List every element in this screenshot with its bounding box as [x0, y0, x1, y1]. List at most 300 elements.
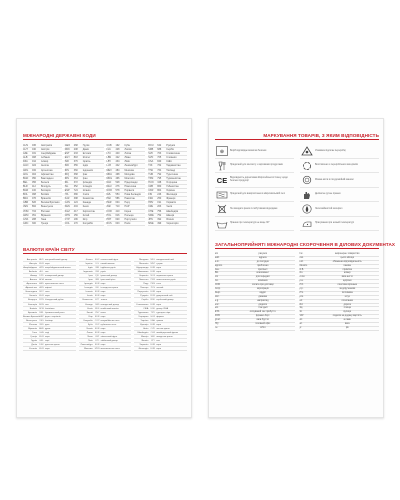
alpha-code: NOR [106, 189, 112, 193]
currency-code: EUR [94, 331, 100, 334]
currency-name: австралійський долар [45, 259, 68, 261]
currency-country: Кіпр [88, 315, 93, 318]
alpha-code: LBY [106, 160, 112, 164]
currency-country: Німеччина [137, 271, 149, 274]
alpha-code: MEX [106, 168, 112, 172]
alpha-code: EST [64, 152, 70, 156]
currency-country: Венесуела [26, 319, 37, 322]
currency-country: Кенія [87, 307, 93, 310]
currency-country: Нідерланди [136, 267, 149, 270]
abbreviation: Co. [215, 280, 219, 283]
abbreviation: Dept. [215, 291, 221, 294]
abbreviation-meaning: цього місяця [340, 256, 355, 259]
currency-code: PEN [150, 283, 156, 286]
alpha-code: CYP [64, 217, 70, 221]
currency-country: Австрія [29, 263, 37, 266]
numeric-code: 724 [73, 189, 78, 193]
numeric-code: 417 [73, 209, 78, 213]
country-name: Італія [82, 193, 90, 197]
numeric-code: 356 [73, 164, 78, 168]
flame-icon [300, 204, 313, 215]
abbreviation: inst. [299, 256, 304, 259]
currency-code: BGN [39, 303, 44, 306]
currency-code: CZK [150, 327, 156, 330]
currency-code: JPY [150, 339, 155, 342]
currency-name: рупія [100, 271, 106, 274]
alpha-code: TUR [148, 172, 154, 176]
numeric-code: 616 [115, 213, 120, 217]
currency-name: аргентинське песо [45, 283, 64, 286]
numeric-code: 203 [157, 205, 162, 209]
currency-code: KES [94, 307, 100, 310]
numeric-code: 795 [157, 176, 162, 180]
currency-code: BDT [39, 291, 44, 294]
country-name: Мексика [124, 168, 134, 172]
currency-code: EUR [94, 291, 100, 294]
abbreviation-row [300, 327, 380, 331]
alpha-code: PRT [106, 217, 112, 221]
currency-country: Туреччина [137, 311, 149, 314]
currency-name: індійська рупія [100, 267, 116, 270]
currency-code: DKK [39, 343, 44, 346]
numeric-code: 288 [32, 217, 36, 221]
alpha-code: BEL [23, 180, 28, 184]
left-page [16, 118, 192, 418]
abbreviation: p.a. [299, 280, 304, 283]
currency-code: AFN [39, 287, 44, 290]
alpha-code: JPN [148, 217, 153, 221]
currency-country: Молдова [139, 259, 149, 261]
alpha-code: NLD [106, 180, 112, 184]
currency-code: BOB [39, 307, 44, 310]
alpha-code: GBR [23, 201, 29, 205]
abbreviation-meaning: приблизно [257, 264, 269, 267]
currency-name: лев [45, 303, 49, 306]
country-name: Люксембург [124, 164, 138, 168]
country-name: Австрія [41, 148, 50, 152]
country-name: Ірак [82, 172, 88, 176]
currency-name: білоруський рубль [45, 299, 64, 302]
alpha-code: ISR [64, 160, 69, 164]
country-code-row [23, 222, 62, 226]
abbreviation-meaning: вага [344, 323, 350, 326]
currency-country: Японія [141, 339, 149, 342]
abbreviation-meaning: до полудня [256, 260, 269, 263]
currency-code: EUR [150, 303, 156, 306]
abbreviation-meaning: корпорація [256, 288, 269, 291]
alpha-code: USA [148, 160, 154, 164]
country-name: Японія [166, 217, 174, 221]
country-name: Швеція [166, 213, 175, 217]
alpha-code: HUN [148, 180, 154, 184]
alpha-code: AZE [23, 152, 28, 156]
currency-country: Люксембург [80, 343, 93, 346]
currency-code: EUR [39, 335, 44, 338]
recycle-icon [300, 146, 313, 157]
currency-country: Куба [87, 323, 93, 326]
currency-code: GBP [39, 315, 44, 318]
abbreviation-meaning: примітка [342, 268, 352, 271]
abbreviation-meaning: післямова [341, 291, 353, 294]
abbreviation-meaning: адреса [258, 256, 267, 259]
abbreviation: e.g. [215, 299, 219, 302]
country-code-row [107, 222, 146, 226]
alpha-code: TJK [148, 164, 153, 168]
country-name: Білорусь [41, 184, 51, 188]
abbreviation: approx. [215, 264, 223, 267]
abbreviation-meaning: відділ [259, 291, 266, 294]
numeric-code: 710 [115, 205, 120, 209]
numeric-code: 398 [73, 197, 78, 201]
currency-country: Вірменія [28, 327, 37, 330]
alpha-code: MDA [106, 172, 112, 176]
abbreviation-meaning: головний офіс [255, 323, 271, 326]
country-name: Лівія [124, 160, 130, 164]
alpha-code: DEU [106, 184, 112, 188]
currency-name: ларі [45, 339, 50, 342]
svg-text:⊕: ⊕ [219, 149, 224, 156]
currency-name: азербайджанський манат [45, 267, 71, 270]
currency-name: румунський лей [156, 295, 173, 298]
currency-name: сербський динар [156, 299, 174, 302]
country-name: Китай [82, 213, 90, 217]
currency-country: Білорусь [28, 299, 37, 302]
currency-country: Австралія [26, 259, 37, 261]
abbreviation: p.p. [299, 288, 304, 291]
numeric-code: 804 [157, 189, 162, 193]
glass-fork-icon [215, 160, 228, 171]
country-name: Румунія [166, 144, 176, 147]
abbreviation: add. [215, 256, 220, 259]
marking-item [215, 145, 294, 159]
currency-code: EUR [94, 327, 100, 330]
alpha-code: GHA [23, 217, 29, 221]
currency-code: LYD [95, 339, 100, 342]
abbreviation: viz. [299, 319, 303, 322]
alpha-code: ISL [64, 184, 69, 188]
abbreviations-title: ЗАГАЛЬНОПРИЙНЯТІ МІЖНАРОДНІ СКОРОЧЕННЯ В ДІЛОВИХ ДОКУМЕНТАХ [215, 242, 396, 247]
abbreviation-meaning: площа [343, 307, 351, 310]
currency-code: ARS [39, 283, 44, 286]
numeric-code: 124 [73, 201, 78, 205]
country-name: Гана [41, 217, 47, 221]
numeric-code: 012 [32, 160, 36, 164]
numeric-code: 703 [157, 152, 162, 156]
numeric-code: 300 [32, 221, 36, 225]
numeric-code: 756 [157, 209, 162, 213]
numeric-code: 192 [115, 144, 120, 147]
abbreviation-meaning: додаток [258, 303, 267, 306]
no-bin-icon [215, 204, 228, 215]
numeric-code: 643 [115, 221, 120, 225]
currencies-table [23, 258, 187, 351]
currency-name: фунт стерлінгів [45, 315, 61, 318]
alpha-code: CAN [64, 201, 70, 205]
numeric-code: 688 [157, 148, 162, 152]
currency-country: Литва [86, 331, 93, 334]
country-name: Узбекистан [166, 184, 179, 188]
currency-country: Пакистан [138, 279, 149, 282]
currency-code: BYN [39, 299, 44, 302]
abbreviation: N.B. [299, 268, 304, 271]
numeric-code: 268 [73, 144, 78, 147]
country-codes-title: МІЖНАРОДНІ ДЕРЖАВНІ КОДИ [23, 133, 187, 140]
currency-code: CAD [94, 303, 100, 306]
abbreviation: Corp. [215, 288, 221, 291]
currency-name: турецька ліра [156, 311, 171, 314]
abbreviation-meaning: податок на додану вартість [332, 315, 362, 318]
currency-country: Лівія [87, 339, 93, 342]
numeric-code: 440 [115, 152, 120, 156]
currency-country: Бангладеш [25, 291, 37, 294]
currency-country: Естонія [29, 348, 37, 351]
currency-code: EUR [39, 348, 44, 351]
currency-name: євро [100, 331, 106, 334]
numeric-code: 392 [157, 217, 162, 221]
currency-name: гривня [156, 319, 164, 322]
hand-icon [300, 189, 313, 200]
currency-code: HUF [150, 315, 156, 318]
currency-country: Єгипет [85, 259, 93, 261]
country-name: США [166, 160, 172, 164]
currency-country: Фінляндія [138, 348, 149, 351]
currency-country: Чехія [142, 327, 149, 330]
abbreviation-meaning: коносамент [256, 272, 269, 275]
abbreviation-meaning: рахунок [258, 253, 267, 255]
numeric-code: 442 [115, 164, 120, 168]
country-name: Туркменістан [166, 176, 181, 180]
currency-name: форинт [156, 315, 164, 318]
alpha-code: AFG [23, 172, 28, 176]
svg-text:CE: CE [216, 176, 227, 186]
currency-name: соль [156, 283, 162, 286]
currency-name: шведська крона [156, 335, 173, 338]
marking-item [300, 145, 379, 159]
numeric-code: 170 [73, 221, 78, 225]
abbreviation: a/c [215, 253, 219, 255]
currency-code: AUD [39, 259, 44, 261]
abbreviation-row [215, 327, 295, 331]
currency-name: євро [156, 267, 162, 270]
currency-code: DZD [39, 275, 44, 278]
alpha-code: LVA [106, 148, 111, 152]
alpha-code: DNK [64, 148, 70, 152]
alpha-code: SRB [148, 148, 154, 152]
currency-name: євро [45, 295, 50, 298]
currency-country: Китай [86, 311, 93, 314]
currency-name: ліванський фунт [100, 335, 118, 338]
numeric-code: 422 [115, 156, 120, 160]
alpha-code: AGO [23, 164, 29, 168]
abbreviation: Ave. [215, 268, 220, 271]
country-name: Франція [166, 197, 176, 201]
currencies-section [23, 247, 187, 351]
currency-name: драм [45, 327, 51, 330]
abbreviation-meaning: дюжина [258, 295, 267, 298]
currency-code: LBP [95, 335, 100, 338]
currency-name: євро [156, 271, 162, 274]
currency-code: KZT [95, 299, 100, 302]
country-name: Ісландія [82, 184, 92, 188]
country-name: Перу [124, 201, 131, 205]
country-name: Іран [82, 176, 88, 180]
alpha-code: UZB [148, 184, 154, 188]
country-name: Куба [124, 144, 130, 147]
marking-description: Делікатне ручне прання [315, 193, 341, 196]
abbreviation-meaning: обмежена відповідальність [332, 260, 362, 263]
currency-code: EUR [150, 348, 156, 351]
numeric-code: 792 [157, 172, 162, 176]
alpha-code: BLR [23, 184, 28, 188]
numeric-code: 056 [32, 180, 36, 184]
currency-country: Ірландія [84, 283, 93, 286]
abbreviation-meaning: вага нетто [341, 276, 353, 279]
currency-code: EGP [94, 259, 100, 261]
currency-country: Ірак [88, 275, 93, 278]
alpha-code: ALB [23, 156, 28, 160]
currency-name: алжирський динар [45, 275, 64, 278]
currency-code: BRL [39, 311, 44, 314]
alpha-code: KGZ [64, 209, 70, 213]
country-name: Австралія [41, 144, 53, 147]
numeric-code: 372 [73, 180, 78, 184]
abbreviation-meaning: вага брутто [256, 319, 269, 322]
country-name: Колумбія [82, 221, 93, 225]
country-name: Греція [41, 221, 49, 225]
country-code-row [148, 222, 187, 226]
currency-country: Словаччина [135, 303, 149, 306]
abbreviation: Inc. [299, 253, 304, 255]
product-marking-grid [215, 145, 379, 231]
currency-country: Ізраїль [85, 263, 93, 266]
country-name: Україна [166, 189, 175, 193]
alpha-code: BGD [23, 176, 29, 180]
currency-name: кенійський шилінг [100, 307, 119, 310]
currency-code: GEL [39, 339, 44, 342]
currency-name: болівар [45, 319, 53, 322]
abbreviation-meaning: дорога [343, 303, 351, 306]
ce-mark-icon [215, 175, 228, 186]
alpha-code: AUS [23, 144, 28, 147]
country-name: Індонезія [82, 168, 93, 172]
country-name: Таїланд [166, 168, 176, 172]
country-name: Ірландія [82, 180, 92, 184]
country-name: Киргизстан [82, 209, 95, 213]
currency-name: донг [45, 323, 50, 326]
alpha-code: IRQ [64, 172, 70, 176]
country-name: Бразилія [41, 197, 51, 201]
product-marking-title: МАРКУВАННЯ ТОВАРІВ, З ЯКИМ ВІДПОВІДНІСТЬ [215, 133, 379, 140]
alpha-code: SVN [148, 156, 154, 160]
alpha-code: AUT [23, 148, 28, 152]
currency-code: RON [150, 295, 156, 298]
abbreviation: P.S. [299, 291, 304, 294]
numeric-code: 076 [32, 197, 36, 201]
country-name: Аргентина [41, 168, 53, 172]
marking-description: Відповідність директивам Європейського Союзу щодо безпеки продукції [230, 177, 288, 183]
currency-name: євро [156, 303, 162, 306]
country-name: Алжир [41, 160, 49, 164]
numeric-code: 705 [157, 156, 162, 160]
alpha-code: VNM [23, 209, 29, 213]
numeric-code: 024 [32, 164, 36, 168]
currency-country: Бельгія [29, 295, 37, 298]
country-name: Словаччина [166, 152, 180, 156]
currency-country: Португалія [137, 291, 149, 294]
currency-name: мексиканське песо [100, 348, 120, 351]
currency-country: Алжир [30, 275, 37, 278]
country-name: Швейцарія [166, 209, 179, 213]
country-name: Латвія [124, 148, 132, 152]
wash-icon [215, 218, 228, 229]
abbreviation-meaning: очікуваний час прибуття [249, 311, 276, 314]
currency-country: Ісландія [84, 287, 93, 290]
currency-name: колумбійське песо [100, 319, 120, 322]
marking-item [300, 203, 379, 217]
abbreviation-meaning: наприклад [257, 299, 269, 302]
country-name: Португалія [124, 217, 137, 221]
alpha-code: ESP [64, 189, 70, 193]
abbreviation-meaning: франко-борт [255, 315, 270, 318]
currency-code: PLN [150, 287, 155, 290]
currency-country: Монголія [139, 263, 149, 266]
abbreviation: nt.wt. [299, 276, 305, 279]
country-name: Афганістан [41, 172, 54, 176]
numeric-code: 036 [32, 144, 36, 147]
currency-country: Іспанія [85, 291, 93, 294]
currency-name: лівійський динар [100, 339, 118, 342]
numeric-code: 499 [157, 221, 162, 225]
country-name: Чорногорія [166, 221, 179, 225]
currency-code: EUR [94, 315, 100, 318]
numeric-code: 191 [157, 201, 162, 205]
currency-code: MDL [150, 259, 156, 261]
numeric-code: 752 [157, 213, 162, 217]
alpha-code: PAK [106, 197, 112, 201]
currency-code: EUR [39, 295, 44, 298]
currency-code: EUR [39, 263, 44, 266]
currency-country: Колумбія [83, 319, 93, 322]
numeric-code: 360 [73, 168, 78, 172]
numeric-code: 348 [157, 180, 162, 184]
numeric-code: 233 [73, 152, 78, 156]
currency-code: ISK [95, 287, 99, 290]
numeric-code: 364 [73, 176, 78, 180]
currency-name: євро [45, 263, 50, 266]
currency-code: EUR [150, 267, 156, 270]
currency-name: новий шекель [100, 263, 115, 266]
alpha-code: ROU [148, 144, 154, 147]
country-name: Корея [124, 209, 132, 213]
numeric-code: 498 [115, 172, 120, 176]
numeric-code: 004 [32, 172, 36, 176]
alpha-code: VEN [23, 205, 28, 209]
country-name: Литва [124, 152, 132, 156]
marking-description: Придатний для використання в мікрохвильовій печі [230, 193, 285, 196]
numeric-code: 196 [73, 217, 78, 221]
currency-name: болівіано [45, 307, 55, 310]
currency-country: Гана [32, 331, 37, 334]
marking-description: Виріб відповідає вимогам безпеки [230, 149, 267, 152]
alpha-code: BOL [23, 193, 28, 197]
currency-code: EUR [150, 291, 156, 294]
currency-code: IQD [95, 275, 100, 278]
abbreviation: gr.wt. [215, 319, 221, 322]
currency-code: EUR [94, 295, 100, 298]
currency-code: MNT [150, 263, 156, 266]
numeric-code: 434 [115, 160, 120, 164]
currency-code: EUR [150, 323, 156, 326]
